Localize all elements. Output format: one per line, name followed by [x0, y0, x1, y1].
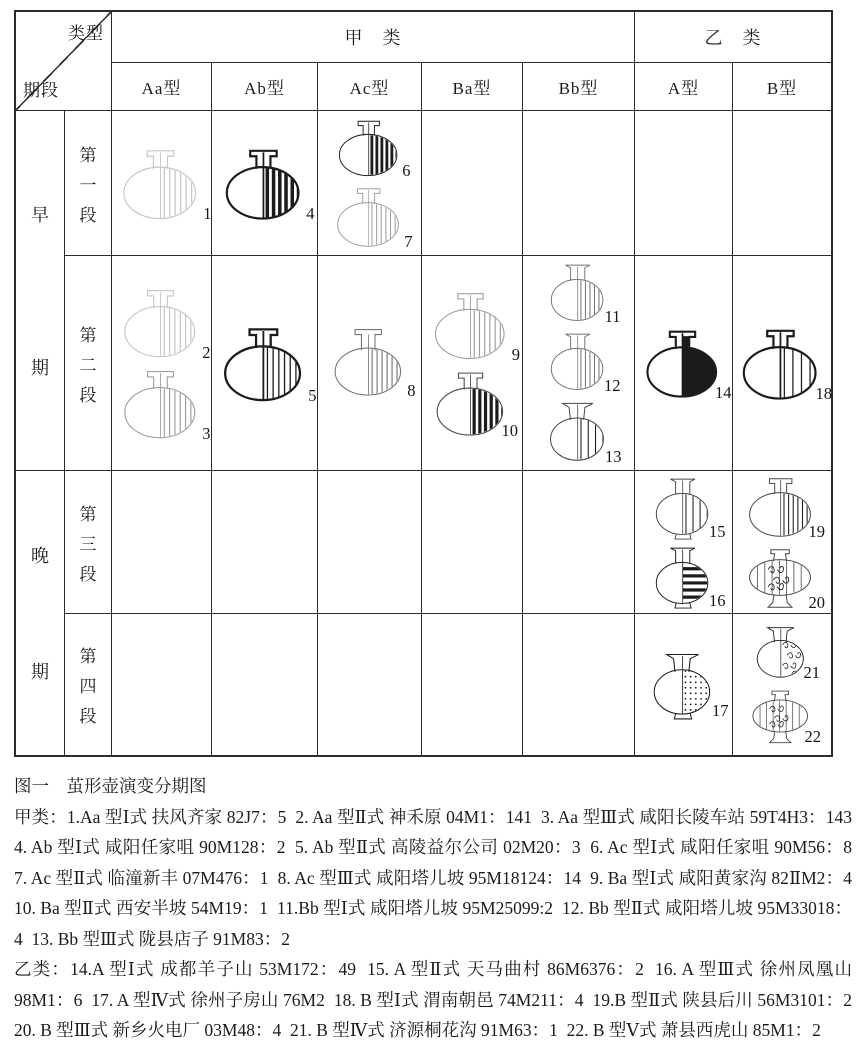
cell-stage3-Ba — [421, 470, 522, 613]
vessel-5-drawing-icon — [217, 321, 313, 406]
row-header-stage-3: 第 三 段 — [64, 470, 111, 613]
vessel-3-drawing-icon — [117, 364, 207, 443]
cell-stage2-Ba — [421, 255, 522, 470]
vessel-20-number: 20 — [808, 592, 825, 612]
cell-stage2-A — [634, 255, 732, 470]
vessel-17-figure — [643, 649, 729, 721]
column-header-Bb: Bb型 — [522, 62, 634, 110]
vessel-13-number: 13 — [605, 447, 622, 466]
vessel-2-figure — [117, 283, 211, 362]
cell-stage1-Ac — [317, 110, 421, 255]
vessel-4-number: 4 — [306, 204, 315, 223]
vessel-12-figure — [541, 329, 621, 396]
cell-stage3-Ab — [211, 470, 317, 613]
row-header-stage-4: 第 四 段 — [64, 613, 111, 755]
vessel-20-figure — [743, 543, 825, 612]
cell-stage3-Ac — [317, 470, 421, 613]
vessel-2-number: 2 — [202, 342, 211, 362]
vessel-3-figure — [117, 364, 211, 443]
vessel-7-drawing-icon — [331, 182, 409, 251]
vessel-8-number: 8 — [407, 380, 416, 400]
cell-stage2-Aa — [111, 255, 211, 470]
vessel-15-number: 15 — [709, 521, 726, 541]
column-header-B: B型 — [732, 62, 831, 110]
vessel-17-number: 17 — [712, 701, 729, 720]
cell-stage1-Ab — [211, 110, 317, 255]
row-header-late-period: 晚 期 — [16, 470, 64, 755]
vessel-5-number: 5 — [308, 386, 317, 405]
caption-yi-class: 乙类：14.A 型Ⅰ式 成都羊子山 53M172：49 15. A 型Ⅱ式 天马曲村 86M6376：2 16. A 型Ⅲ式 徐州凤凰山 98M1：6 17. A 型Ⅳ式 徐州子房山 76M2 18. B 型Ⅰ式 渭南朝邑 74M211：4 19.B 型Ⅱ式 陕县后川 56M3101：2 20. B 型Ⅲ式 新乡火电厂 03M48：4 21. B 型Ⅳ式 济源桐花沟 91M63：1 22. B 型Ⅴ式 萧县西虎山 85M1：2 — [14, 959, 861, 1040]
column-header-Ac: Ac型 — [317, 62, 421, 110]
vessel-6-drawing-icon — [333, 115, 407, 180]
vessel-4-figure — [219, 143, 315, 224]
typology-table — [14, 10, 833, 757]
corner-label-type: 类型 — [68, 24, 104, 43]
caption-jia-class: 甲类：1.Aa 型Ⅰ式 扶风齐家 82J7：5 2. Aa 型Ⅱ式 神禾原 04M1：141 3. Aa 型Ⅲ式 咸阳长陵车站 59T4H3：143 4. Ab 型Ⅰ式 咸阳任家咀 90M128：2 5. Ab 型Ⅱ式 高陵益尔公司 02M20：3 6. Ac 型Ⅰ式 咸阳任家咀 90M56：8 7. Ac 型Ⅱ式 临潼新丰 07M476：1 8. Ac 型Ⅲ式 咸阳塔儿坡 95M18124：14 9. Ba 型Ⅰ式 咸阳黄家沟 82ⅡM2：4 10. Ba 型Ⅱ式 西安半坡 54M19：1 11.Bb 型Ⅰ式 咸阳塔儿坡 95M25099:2 12. Bb 型Ⅱ式 咸阳塔儿坡 95M33018：4 13. Bb 型Ⅲ式 陇县店子 91M83：2 — [14, 806, 861, 949]
cell-stage4-B — [732, 613, 831, 755]
vessel-6-number: 6 — [402, 160, 411, 180]
column-header-Aa: Aa型 — [111, 62, 211, 110]
vessel-16-figure — [646, 543, 726, 610]
vessel-21-figure — [748, 623, 820, 683]
vessel-9-drawing-icon — [428, 286, 516, 364]
cell-stage4-Bb — [522, 613, 634, 755]
vessel-1-drawing-icon — [116, 143, 208, 224]
cell-stage3-A — [634, 470, 732, 613]
vessel-8-figure — [328, 326, 416, 400]
vessel-10-number: 10 — [501, 420, 518, 440]
cell-stage4-Aa — [111, 613, 211, 755]
corner-label-period: 期段 — [23, 81, 59, 100]
corner-header-cell — [16, 12, 111, 110]
vessel-9-figure — [428, 286, 520, 364]
vessel-19-number: 19 — [808, 521, 825, 541]
cell-stage4-Ba — [421, 613, 522, 755]
vessel-2-drawing-icon — [117, 283, 207, 362]
vessel-22-number: 22 — [804, 727, 821, 746]
cell-stage2-Bb — [522, 255, 634, 470]
cell-stage3-B — [732, 470, 831, 613]
vessel-18-drawing-icon — [736, 323, 828, 404]
cell-stage3-Aa — [111, 470, 211, 613]
cell-stage1-Ba — [421, 110, 522, 255]
vessel-1-number: 1 — [203, 204, 212, 223]
row-header-early-period: 早 期 — [16, 110, 64, 470]
vessel-15-figure — [646, 474, 726, 541]
vessel-4-drawing-icon — [219, 143, 311, 224]
vessel-1-figure — [116, 143, 212, 224]
row-header-stage-2: 第 二 段 — [64, 255, 111, 470]
vessel-10-figure — [430, 366, 518, 440]
vessel-6-figure — [333, 115, 411, 180]
vessel-9-number: 9 — [511, 344, 520, 364]
cell-stage2-Ab — [211, 255, 317, 470]
cell-stage4-Ac — [317, 613, 421, 755]
cell-stage3-Bb — [522, 470, 634, 613]
cell-stage1-Aa — [111, 110, 211, 255]
vessel-7-number: 7 — [404, 231, 413, 251]
cell-stage4-A — [634, 613, 732, 755]
cell-stage1-Bb — [522, 110, 634, 255]
vessel-11-figure — [541, 260, 621, 327]
vessel-14-figure — [640, 324, 732, 402]
figure-title: 图一 茧形壶演变分期图 — [14, 776, 207, 796]
cell-stage2-Ac — [317, 255, 421, 470]
column-header-Ba: Ba型 — [421, 62, 522, 110]
vessel-8-drawing-icon — [328, 326, 412, 400]
vessel-3-number: 3 — [202, 423, 211, 443]
cell-stage1-B — [732, 110, 831, 255]
vessel-16-number: 16 — [709, 590, 726, 610]
cell-stage4-Ab — [211, 613, 317, 755]
group-header-jia-class: 甲 类 — [111, 12, 634, 62]
vessel-21-number: 21 — [803, 663, 820, 682]
column-header-A: A型 — [634, 62, 732, 110]
vessel-18-number: 18 — [815, 384, 832, 403]
vessel-7-figure — [331, 182, 413, 251]
figure-caption — [14, 771, 861, 1046]
cell-stage1-A — [634, 110, 732, 255]
vessel-11-number: 11 — [604, 307, 621, 326]
vessel-5-figure — [217, 321, 317, 406]
vessel-13-figure — [540, 398, 622, 467]
cell-stage2-B — [732, 255, 831, 470]
column-header-Ab: Ab型 — [211, 62, 317, 110]
vessel-19-figure — [743, 472, 825, 541]
row-header-stage-1: 第 一 段 — [64, 110, 111, 255]
vessel-22-figure — [747, 685, 821, 747]
vessel-18-figure — [736, 323, 832, 404]
vessel-12-number: 12 — [604, 376, 621, 395]
vessel-14-number: 14 — [715, 382, 732, 402]
group-header-yi-class: 乙 类 — [634, 12, 831, 62]
